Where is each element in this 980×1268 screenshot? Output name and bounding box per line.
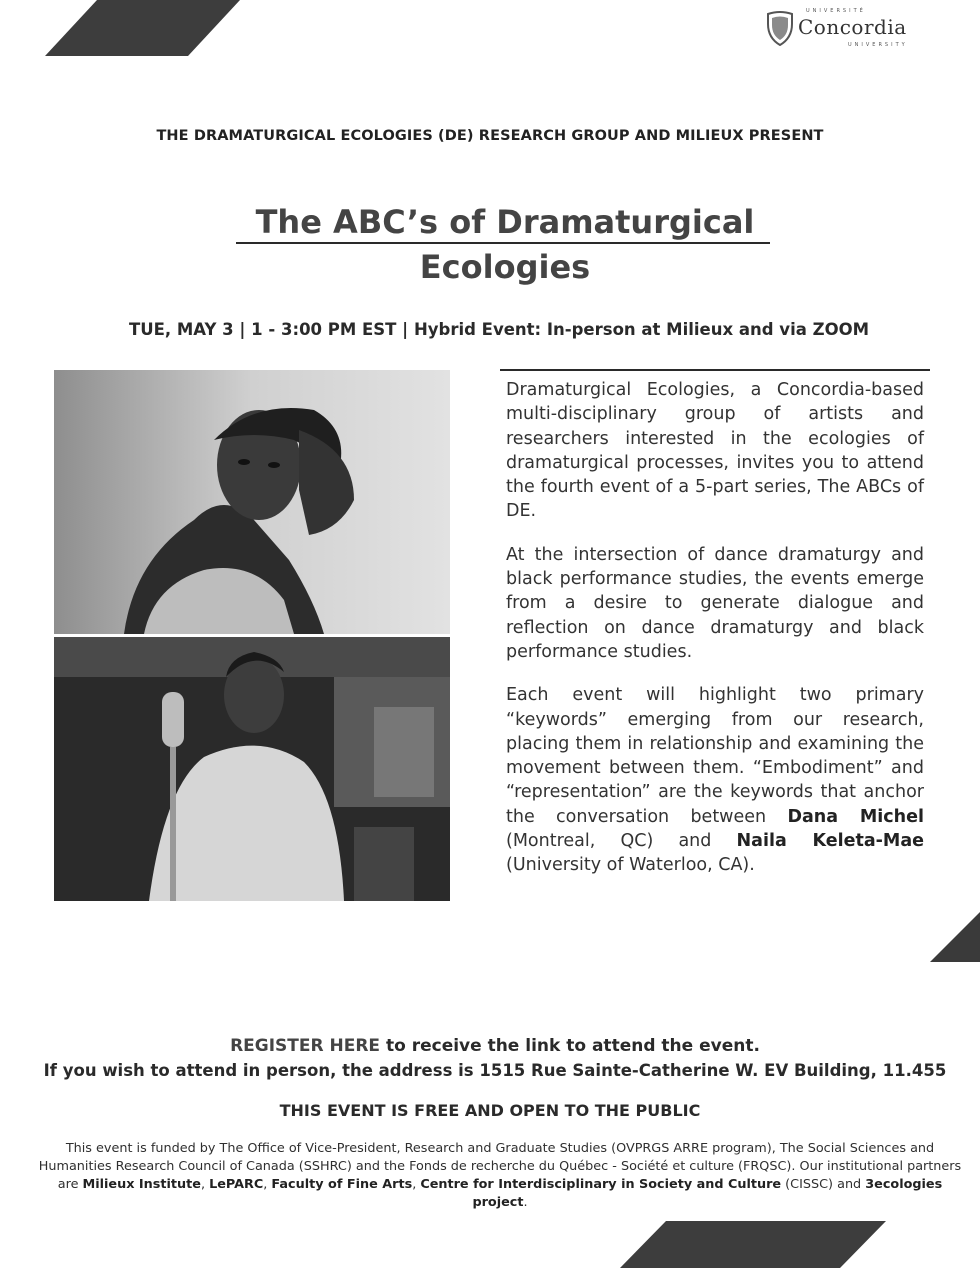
paragraph-3-text-a: Each event will highlight two primary “keywords” emerging from our research, placing them in relationship and examining the movement between them. “Embodiment” and “representation” are the keywords that anchor the conversation between	[506, 685, 924, 827]
title-underline	[236, 242, 770, 244]
funding-text-a: This event is funded by The Office of Vice-President, Research and Graduate Studies (OVPRGS ARRE program), The Social Sciences and Humanities Research Council of Canada (SSHRC) and the Fonds de recherche du Québec - Société et culture (FRQSC). Our institutional partners are	[38, 1141, 962, 1192]
description-paragraph-1: Dramaturgical Ecologies, a Concordia-based multi-disciplinary group of artists and researchers interested in the ecologies of dramaturgical processes, invites you to attend the fourth event of a 5-part series, The ABCs of DE.	[506, 380, 924, 522]
funding-text-b: (CISSC) and	[781, 1177, 866, 1192]
logo-top-text: UNIVERSITÉ	[806, 8, 866, 14]
concordia-logo	[766, 6, 926, 50]
partner-leparc: LePARC	[209, 1177, 264, 1192]
description	[506, 378, 924, 897]
corner-decoration-right	[930, 912, 980, 962]
partner-fine-arts: Faculty of Fine Arts	[271, 1177, 413, 1192]
presenter-line: THE DRAMATURGICAL ECOLOGIES (DE) RESEARCH GROUP AND MILIEUX PRESENT	[156, 128, 824, 144]
speaker-name-1: Dana Michel	[787, 806, 924, 827]
paragraph-3-text-b: (Montreal, QC) and	[506, 831, 737, 852]
event-details: TUE, MAY 3 | 1 - 3:00 PM EST | Hybrid Event: In-person at Milieux and via ZOOM	[128, 320, 870, 339]
photo-dancer	[54, 370, 450, 634]
title-line-2: Ecologies	[419, 248, 591, 286]
separator: ,	[200, 1177, 210, 1192]
page-title	[0, 200, 980, 290]
speaker-name-2: Naila Keleta-Mae	[736, 831, 924, 852]
photo-singer	[54, 637, 450, 901]
column-divider	[500, 369, 930, 371]
shield-icon	[766, 10, 794, 46]
description-paragraph-2: At the intersection of dance dramaturgy and black performance studies, the events emerge from a desire to generate dialogue and reflection on dance dramaturgy and black performance studies.	[506, 544, 924, 662]
separator: ,	[263, 1177, 272, 1192]
register-link[interactable]: REGISTER HERE	[230, 1036, 381, 1056]
separator: .	[523, 1195, 528, 1210]
separator: ,	[412, 1177, 421, 1192]
paragraph-3-text-c: (University of Waterloo, CA).	[506, 855, 755, 876]
register-text: to receive the link to attend the event.	[380, 1036, 760, 1056]
free-event-notice: THIS EVENT IS FREE AND OPEN TO THE PUBLIC	[279, 1101, 701, 1120]
funding-notice	[30, 1140, 970, 1212]
address-line: If you wish to attend in person, the address is 1515 Rue Sainte-Catherine W. EV Building, 11.455	[43, 1061, 947, 1080]
title-line-1: The ABC’s of Dramaturgical	[255, 203, 755, 241]
partner-cissc: Centre for Interdisciplinary in Society and Culture	[420, 1177, 782, 1192]
corner-decoration-top-left	[45, 0, 240, 56]
corner-decoration-bottom	[620, 1221, 886, 1268]
description-paragraph-3	[506, 683, 924, 877]
partner-milieux: Milieux Institute	[82, 1177, 201, 1192]
partner-3ecologies: 3ecologies project	[472, 1177, 943, 1210]
logo-bottom-text: UNIVERSITY	[848, 42, 908, 48]
logo-name: Concordia	[798, 15, 907, 39]
register-line	[0, 1036, 980, 1056]
